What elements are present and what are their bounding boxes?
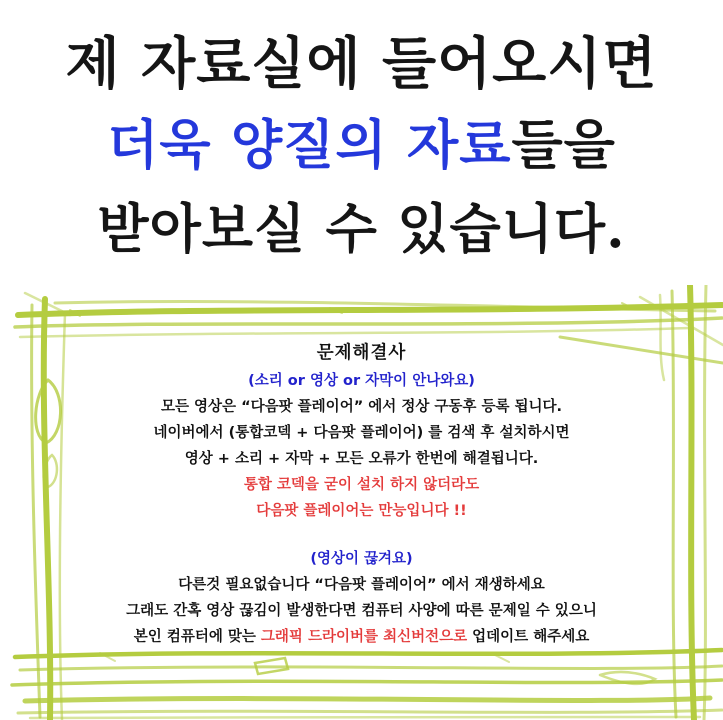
notice-title: 문제해결사 [316, 343, 407, 363]
audio-warning-line-2: 다음팟 플레이어는 만능입니다 !! [256, 503, 467, 519]
audio-section-line-2: 네이버에서 (통합코덱 + 다음팟 플레이어) 를 검색 후 설치하시면 [153, 425, 570, 441]
headline-line-2-highlight: 더욱 양질의 자료 [107, 114, 512, 176]
stutter-line-3-prefix: 본인 컴퓨터에 맞는 [133, 629, 256, 645]
headline-line-2 [0, 108, 723, 182]
headline-line-1: 제 자료실에 들어오시면 [65, 31, 658, 97]
notice-block [60, 338, 663, 650]
audio-warning-line-1: 통합 코덱을 굳이 설치 하지 않더라도 [243, 477, 480, 493]
audio-section-line-3: 영상 + 소리 + 자막 + 모든 오류가 한번에 해결됩니다. [184, 451, 539, 467]
stutter-section-line-1: 다른것 필요없습니다 “다음팟 플레이어” 에서 재생하세요 [178, 577, 545, 593]
stutter-section-line-2: 그래도 간혹 영상 끊김이 발생한다면 컴퓨터 사양에 따른 문제일 수 있으니 [126, 603, 597, 619]
audio-section-line-1: 모든 영상은 “다음팟 플레이어” 에서 정상 구동후 등록 됩니다. [160, 399, 563, 415]
stutter-section-heading: (영상이 끊겨요) [310, 551, 413, 567]
stutter-line-3-suffix: 업데이트 해주세요 [472, 629, 590, 645]
stutter-section-line-3 [60, 624, 663, 650]
audio-section-heading: (소리 or 영상 or 자막이 안나와요) [248, 373, 475, 389]
section-divider-space [60, 524, 663, 546]
headline-block [0, 0, 723, 285]
stutter-line-3-highlight: 그래픽 드라이버를 최신버전으로 [260, 629, 468, 645]
headline-line-3: 받아보실 수 있습니다. [97, 198, 626, 260]
headline-line-2-rest: 들을 [511, 114, 616, 176]
